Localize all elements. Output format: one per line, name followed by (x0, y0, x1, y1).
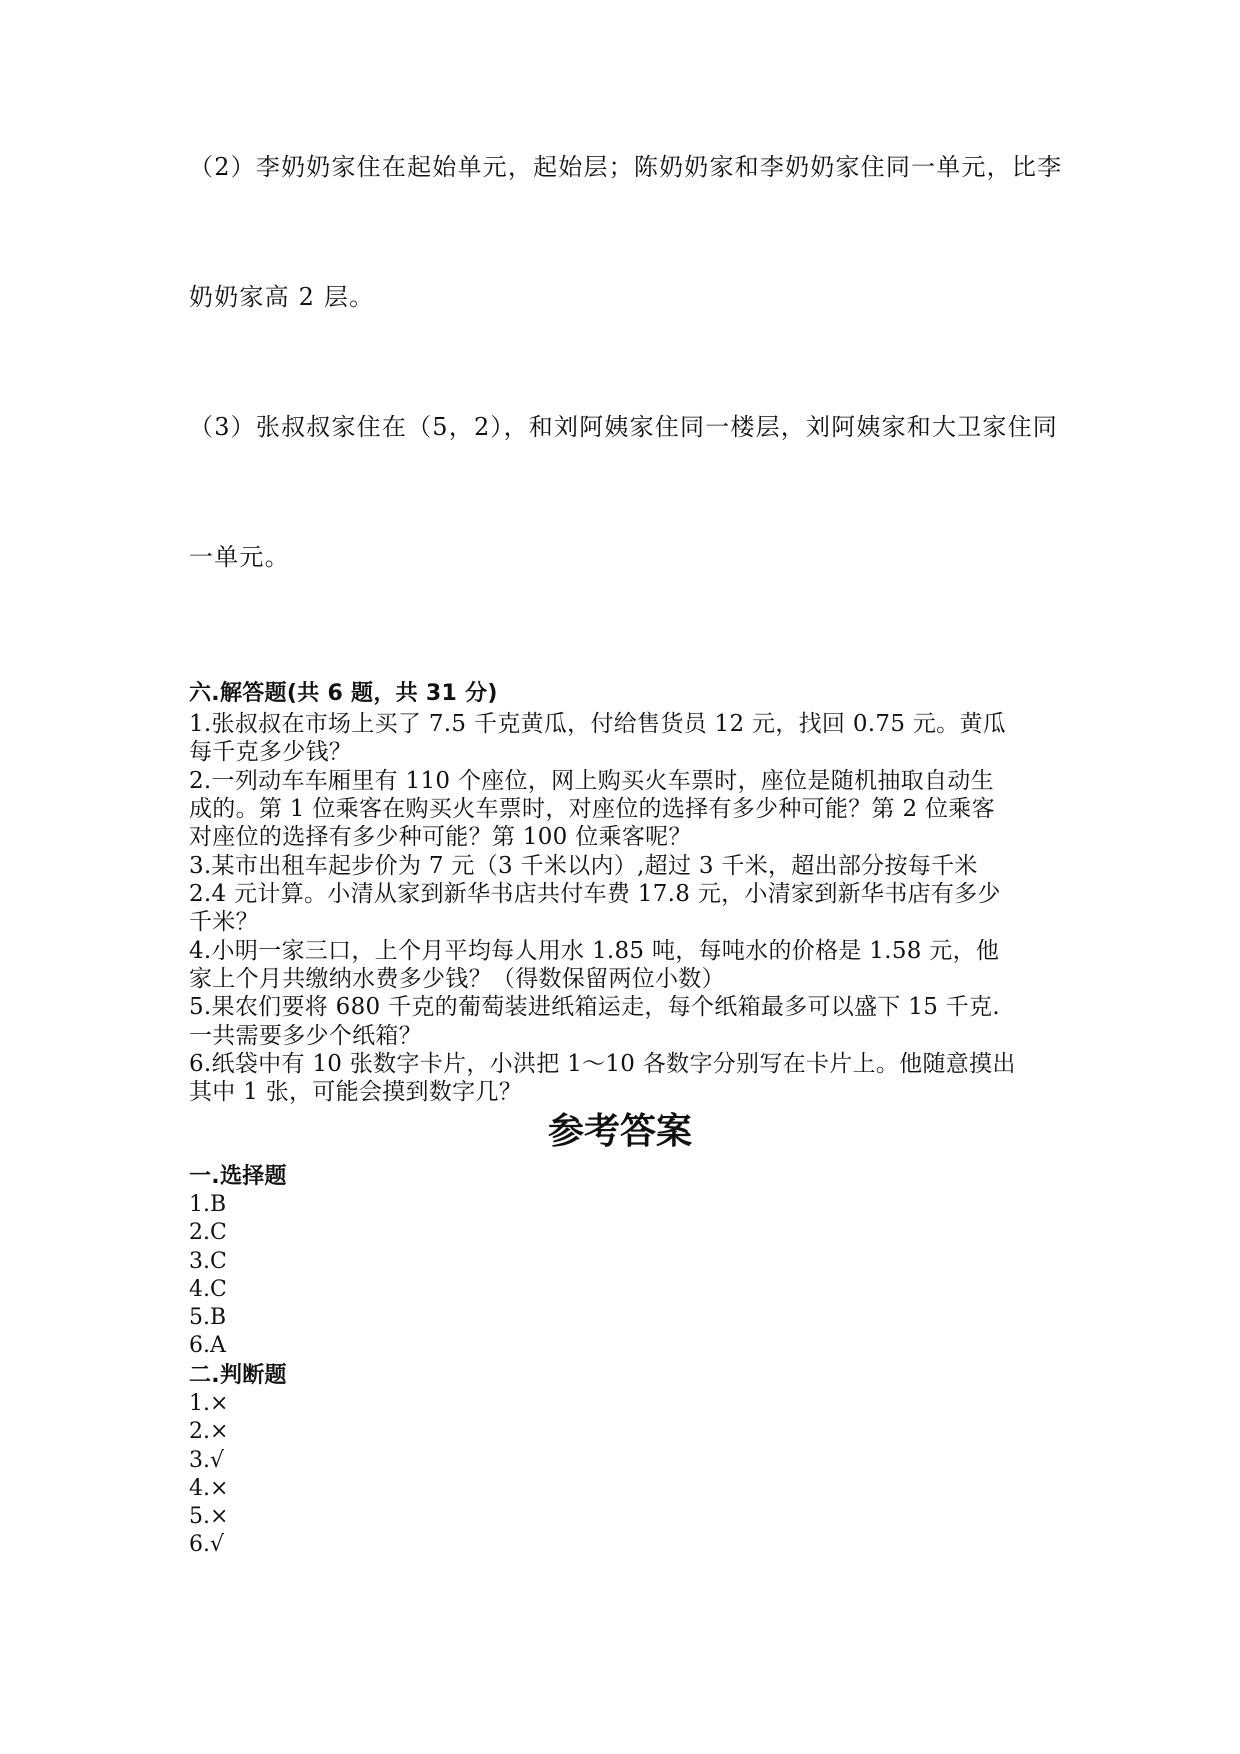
answer-item: 5.B (189, 1305, 227, 1331)
question-line: 3.某市出租车起步价为 7 元（3 千米以内）,超过 3 千米，超出部分按每千米 (189, 853, 978, 879)
question-line: 成的。第 1 位乘客在购买火车票时，对座位的选择有多少种可能？第 2 位乘客 (189, 796, 995, 822)
question-line: 其中 1 张，可能会摸到数字几？ (189, 1079, 523, 1105)
intro-line-1: （2）李奶奶家住在起始单元，起始层；陈奶奶家和李奶奶家住同一单元，比李 (189, 153, 1063, 181)
answer-item: 6.√ (189, 1532, 225, 1558)
question-line: 2.4 元计算。小清从家到新华书店共付车费 17.8 元，小清家到新华书店有多少 (189, 881, 1001, 907)
intro-line-2: 奶奶家高 2 层。 (189, 283, 375, 311)
question-line: 家上个月共缴纳水费多少钱？（得数保留两位小数） (189, 966, 725, 992)
answer-title: 参考答案 (547, 1111, 692, 1152)
answer-item: 4.× (189, 1475, 229, 1501)
question-line: 4.小明一家三口，上个月平均每人用水 1.85 吨，每吨水的价格是 1.58 元，他 (189, 938, 1000, 964)
intro-line-4: 一单元。 (189, 543, 290, 571)
answers-choice-list (189, 1191, 227, 1361)
question-line: 对座位的选择有多少种可能？第 100 位乘客呢？ (189, 824, 692, 850)
answer-item: 4.C (189, 1276, 227, 1302)
answer-item: 3.√ (189, 1447, 225, 1473)
answer-item: 2.C (189, 1220, 227, 1246)
question-line: 2.一列动车车厢里有 110 个座位，网上购买火车票时，座位是随机抽取自动生 (189, 768, 994, 794)
answer-item: 5.× (189, 1504, 229, 1530)
intro-line-3: （3）张叔叔家住在（5，2），和刘阿姨家住同一楼层，刘阿姨家和大卫家住同 (189, 413, 1059, 441)
question-line: 5.果农们要将 680 千克的葡萄装进纸箱运走，每个纸箱最多可以盛下 15 千克. (189, 994, 1000, 1020)
question-line: 每千克多少钱？ (189, 739, 353, 765)
question-line: 一共需要多少个纸箱？ (189, 1023, 422, 1049)
answer-item: 1.B (189, 1192, 227, 1217)
answers-judge-heading: 二.判断题 (189, 1363, 287, 1388)
answer-item: 3.C (189, 1248, 227, 1274)
answer-item: 6.A (189, 1333, 226, 1359)
question-line: 1.张叔叔在市场上买了 7.5 千克黄瓜，付给售货员 12 元，找回 0.75 元。黄瓜 (189, 711, 1007, 737)
answer-item: 1.× (189, 1391, 229, 1416)
answer-item: 2.× (189, 1419, 229, 1445)
answers-choice-heading: 一.选择题 (189, 1164, 287, 1189)
section-6-heading: 六.解答题(共 6 题，共 31 分) (189, 681, 498, 706)
question-line: 千米？ (189, 909, 259, 935)
question-line: 6.纸袋中有 10 张数字卡片，小洪把 1～10 各数字分别写在卡片上。他随意摸出 (189, 1051, 1016, 1077)
answers-judge-list (189, 1390, 228, 1560)
